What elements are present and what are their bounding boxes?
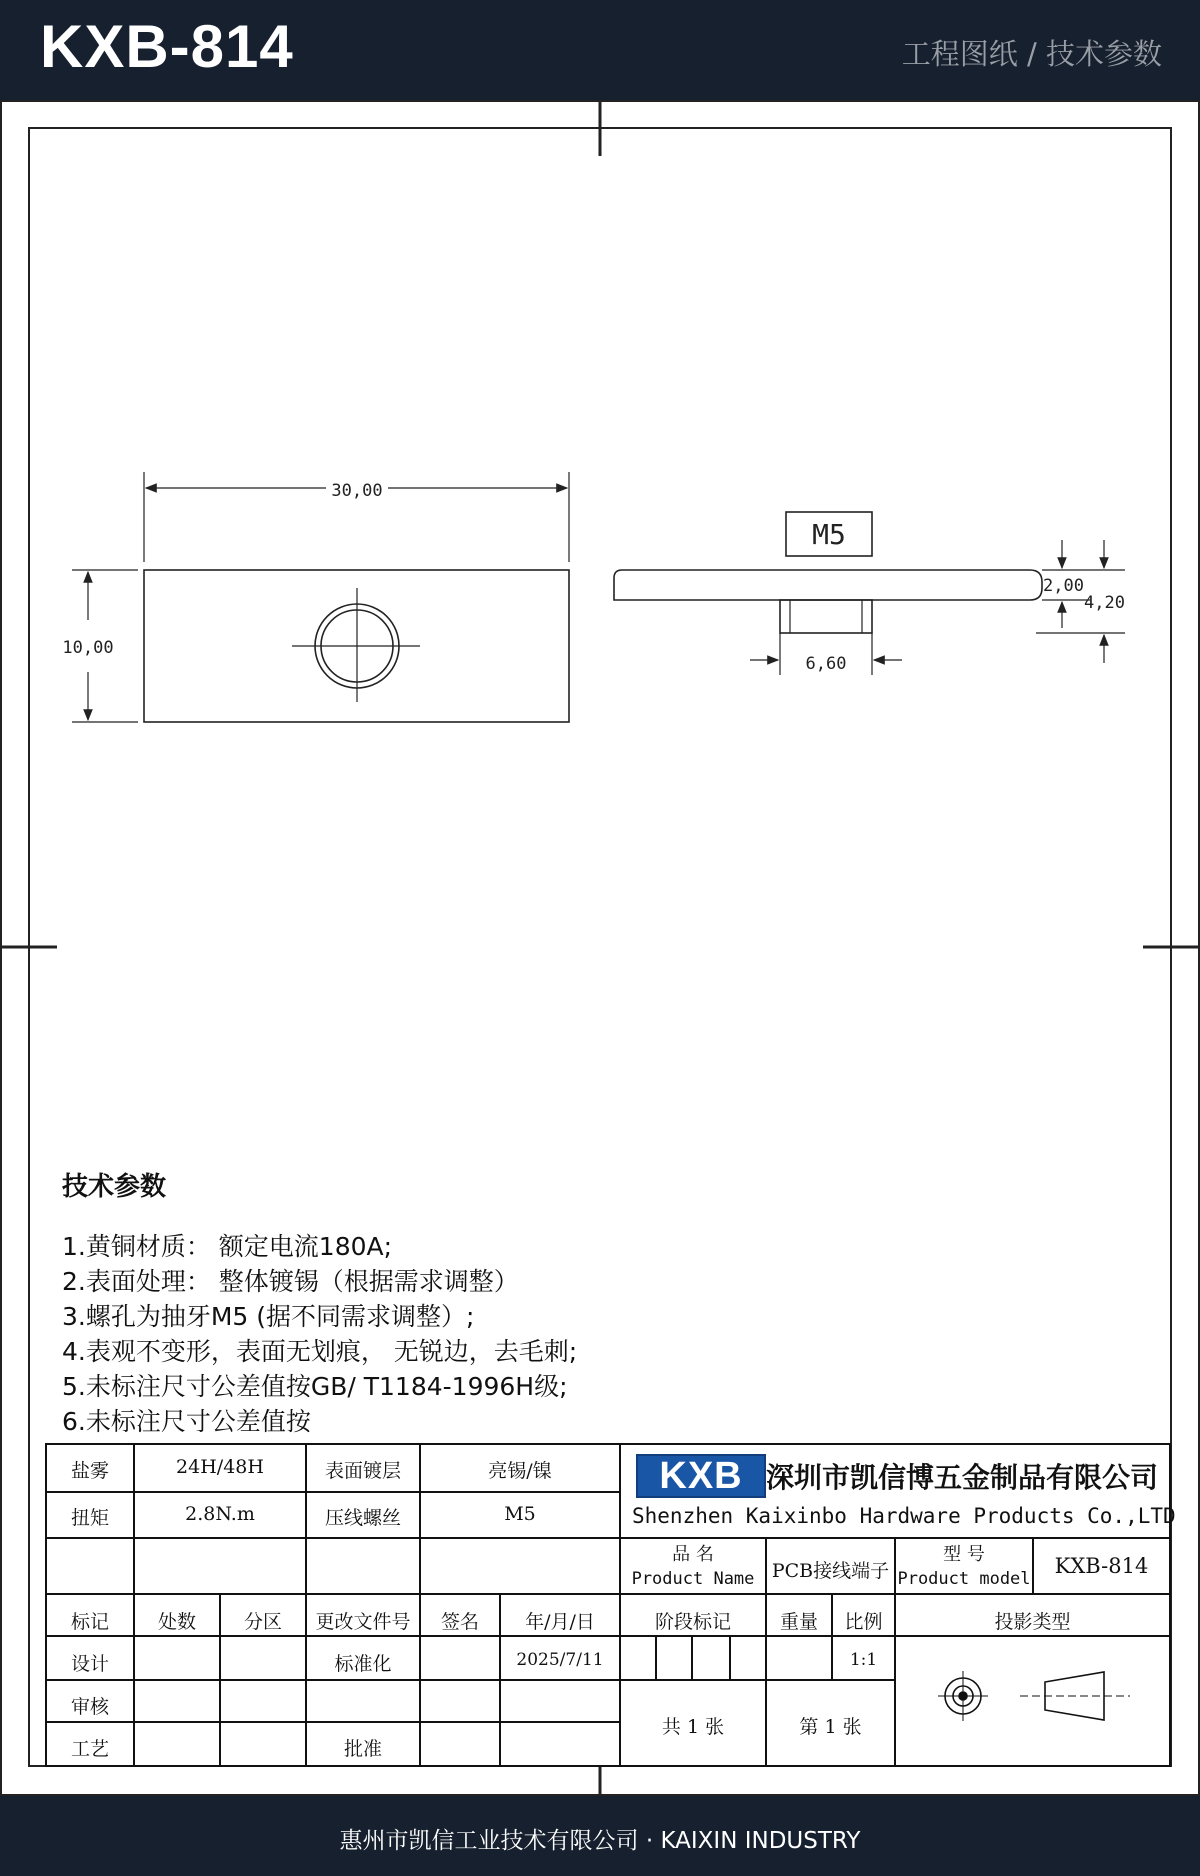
weight-label: 重量 xyxy=(779,1611,818,1633)
scale-label: 比例 xyxy=(844,1611,883,1633)
dim-thickness-label: 2,00 xyxy=(1043,576,1084,596)
design-date: 2025/7/11 xyxy=(516,1650,604,1670)
rev-header: 年/月/日 xyxy=(525,1611,595,1633)
wire-screw-label: 压线螺丝 xyxy=(324,1507,401,1529)
torque-value: 2.8N.m xyxy=(185,1503,255,1525)
review-label: 审核 xyxy=(70,1696,109,1718)
wire-screw-value: M5 xyxy=(504,1503,536,1525)
product-model-value: KXB-814 xyxy=(1054,1554,1149,1578)
rev-header: 签名 xyxy=(440,1611,479,1633)
plating-label: 表面镀层 xyxy=(324,1460,401,1482)
section-title: 工程图纸 / 技术参数 xyxy=(901,37,1162,71)
boss-profile xyxy=(780,600,872,633)
note-line: 1.黄铜材质： 额定电流180A; xyxy=(62,1232,393,1261)
rev-header: 处数 xyxy=(157,1611,196,1633)
rev-header: 分区 xyxy=(243,1611,282,1633)
note-line: 3.螺孔为抽牙M5 (据不同需求调整）; xyxy=(62,1302,475,1331)
note-line: 2.表面处理： 整体镀锡（根据需求调整） xyxy=(62,1267,519,1296)
scale-value: 1:1 xyxy=(849,1650,878,1670)
sheet-number: 第 1 张 xyxy=(799,1716,862,1738)
dim-total-height-label: 4,20 xyxy=(1084,593,1125,613)
footer-text: 惠州市凯信工业技术有限公司 · KAIXIN INDUSTRY xyxy=(339,1828,861,1854)
torque-label: 扭矩 xyxy=(70,1507,109,1529)
stage-mark-label: 阶段标记 xyxy=(654,1611,731,1633)
product-name-value: PCB接线端子 xyxy=(771,1560,890,1582)
company-name-en: Shenzhen Kaixinbo Hardware Products Co.,LTD xyxy=(632,1504,1176,1528)
dim-width-label: 30,00 xyxy=(331,481,383,501)
dim-height-label: 10,00 xyxy=(62,638,114,658)
design-label: 设计 xyxy=(70,1653,109,1675)
salt-spray-value: 24H/48H xyxy=(176,1456,264,1478)
plating-value: 亮锡/镍 xyxy=(488,1460,552,1482)
note-line: 4.表观不变形，表面无划痕， 无锐边，去毛刺; xyxy=(62,1337,578,1366)
header-bar xyxy=(0,0,1200,100)
note-line: 5.未标注尺寸公差值按GB/ T1184-1996H级; xyxy=(62,1372,568,1401)
process-label: 工艺 xyxy=(70,1738,109,1760)
note-line: 6.未标注尺寸公差值按 xyxy=(62,1407,311,1436)
title-block xyxy=(46,1444,1176,1766)
dim-boss-width-label: 6,60 xyxy=(805,654,847,674)
standardization-label: 标准化 xyxy=(334,1653,392,1675)
approve-label: 批准 xyxy=(343,1738,382,1760)
salt-spray-label: 盐雾 xyxy=(70,1460,109,1482)
top-view xyxy=(72,472,569,722)
technical-notes xyxy=(62,1166,962,1439)
product-model-label: 型 号 Product model xyxy=(897,1544,1031,1589)
rev-header: 更改文件号 xyxy=(315,1611,411,1633)
total-sheets: 共 1 张 xyxy=(661,1716,725,1738)
notes-title: 技术参数 xyxy=(62,1172,167,1202)
thread-label: M5 xyxy=(812,518,846,551)
product-name-label: 品 名 Product Name xyxy=(631,1544,755,1589)
model-number: KXB-814 xyxy=(40,13,294,80)
footer-bar xyxy=(0,1796,1200,1876)
projection-label: 投影类型 xyxy=(994,1611,1071,1633)
company-logo: KXB xyxy=(636,1454,766,1498)
rev-header: 标记 xyxy=(70,1611,109,1633)
company-name-cn: 深圳市凯信博五金制品有限公司 xyxy=(766,1461,1159,1494)
plate-side-profile xyxy=(614,570,1042,600)
